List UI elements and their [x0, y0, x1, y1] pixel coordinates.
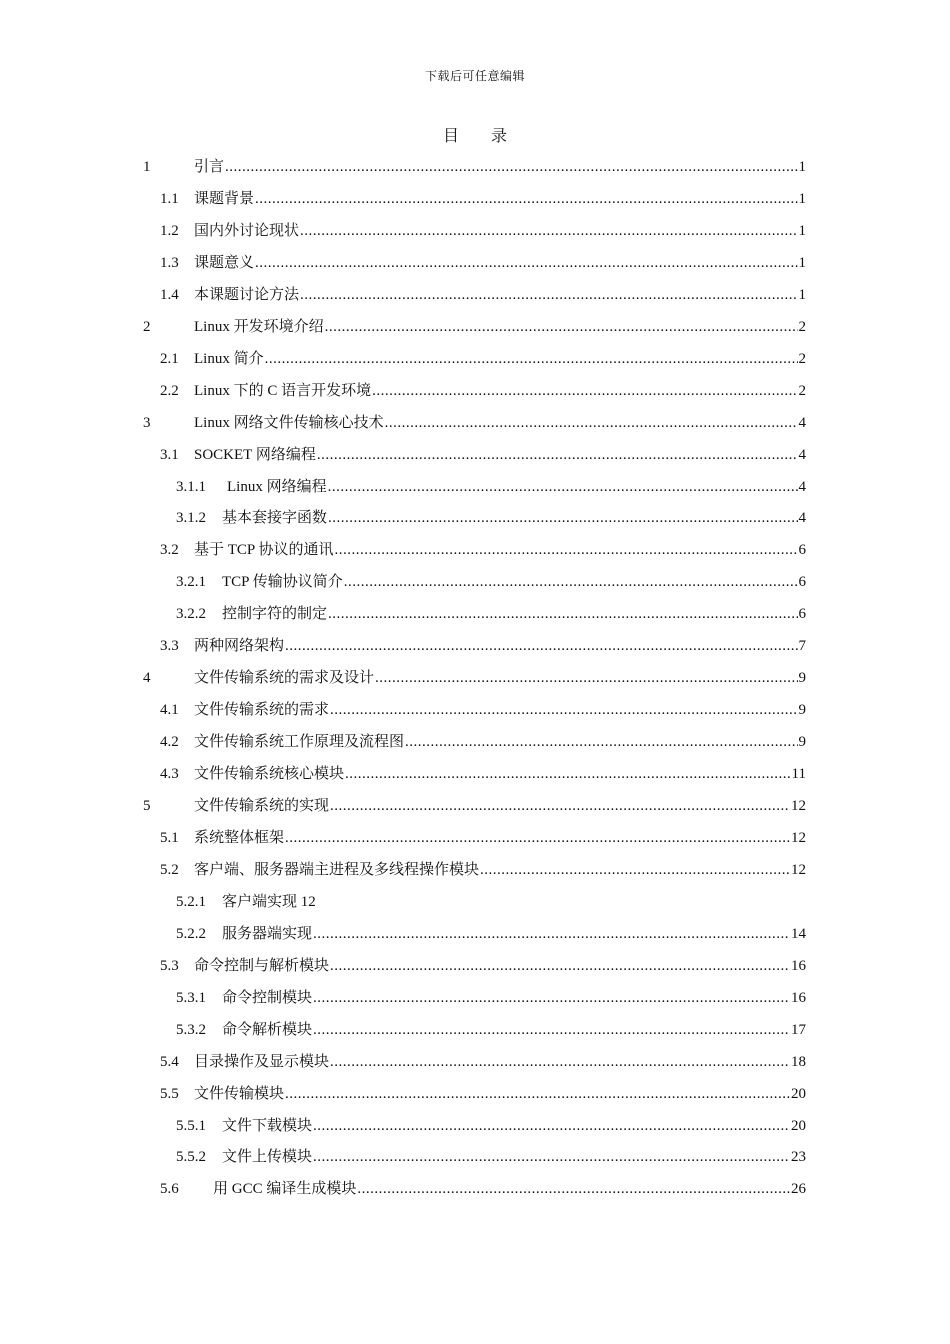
- toc-entry[interactable]: [0, 822, 950, 854]
- toc-entry-page: 16: [791, 957, 806, 974]
- toc-entry[interactable]: [0, 694, 950, 726]
- toc-entry-line: [194, 311, 806, 343]
- toc-entry-text: Linux 简介: [194, 350, 264, 367]
- dot-leader: [255, 247, 797, 279]
- toc-entry-page: 23: [791, 1149, 806, 1166]
- dot-leader: [300, 279, 797, 311]
- toc-entry-line: [222, 918, 806, 950]
- toc-entry-text: 文件传输系统的实现: [194, 798, 330, 814]
- dot-leader: [285, 630, 797, 662]
- toc-entry-page: 2: [798, 318, 806, 335]
- toc-entry-text: Linux 网络编程: [227, 478, 327, 495]
- toc-entry-line: [194, 662, 806, 694]
- toc-entry-page: 1: [798, 254, 806, 271]
- toc-entry-page: 9: [798, 670, 806, 687]
- toc-entry-number: 5.1: [160, 829, 179, 846]
- toc-entry-page: 4: [798, 446, 806, 463]
- toc-entry[interactable]: [0, 502, 950, 534]
- toc-entry[interactable]: [0, 726, 950, 758]
- toc-entry[interactable]: [0, 566, 950, 598]
- dot-leader: [313, 1141, 790, 1173]
- dot-leader: [372, 375, 797, 407]
- dot-leader: [313, 1014, 790, 1046]
- toc-entry-number: 3.1: [160, 446, 179, 463]
- toc-entry-text: SOCKET 网络编程: [194, 446, 316, 463]
- toc-entry-number: 3.2.1: [176, 574, 206, 591]
- toc-entry-text: 文件传输模块: [194, 1085, 285, 1102]
- dot-leader: [328, 502, 797, 534]
- toc-entry[interactable]: [0, 311, 950, 343]
- toc-entry-line: [194, 1046, 806, 1078]
- toc-entry-line: [194, 343, 806, 375]
- toc-entry[interactable]: [0, 1078, 950, 1110]
- toc-entry[interactable]: [0, 662, 950, 694]
- toc-entry-page: 2: [798, 382, 806, 399]
- toc-entry-page: 6: [798, 606, 806, 623]
- toc-entry-page: 12: [791, 829, 806, 846]
- toc-entry-number: 5.5: [160, 1085, 179, 1102]
- toc-entry-number: 4.2: [160, 734, 179, 751]
- toc-entry-page: 1: [798, 222, 806, 239]
- dot-leader: [334, 534, 797, 566]
- toc-entry-line: [227, 471, 806, 503]
- toc-entry-line: [194, 215, 806, 247]
- toc-entry-text: 命令控制模块: [222, 989, 313, 1006]
- toc-entry-line: [194, 630, 806, 662]
- toc-entry[interactable]: [0, 247, 950, 279]
- toc-entry-line: [222, 598, 806, 630]
- toc-entry-line: [194, 407, 806, 439]
- toc-entry-text: 课题意义: [194, 254, 255, 271]
- toc-entry[interactable]: [0, 1141, 950, 1173]
- toc-entry-page: 4: [798, 478, 806, 495]
- toc-entry-number: 5.3: [160, 957, 179, 974]
- toc-entry-line: [222, 502, 806, 534]
- toc-entry-line: [213, 1173, 806, 1205]
- toc-entry-number: 3.1.2: [176, 510, 206, 527]
- toc-entry-page: 11: [791, 766, 806, 783]
- dot-leader: [328, 598, 797, 630]
- toc-entry-page: 6: [798, 574, 806, 591]
- toc-entry[interactable]: [0, 183, 950, 215]
- toc-entry[interactable]: [0, 758, 950, 790]
- toc-entry-line: [194, 1078, 806, 1110]
- dot-leader: [375, 662, 797, 694]
- toc-entry-text: 引言: [194, 159, 225, 175]
- toc-entry-text: 文件传输系统工作原理及流程图: [194, 734, 405, 751]
- toc-entry-number: 5.2.2: [176, 925, 206, 942]
- dot-leader: [405, 726, 797, 758]
- dot-leader: [313, 1110, 790, 1142]
- toc-entry-number: 5: [143, 798, 151, 814]
- toc-entry-page: 9: [798, 734, 806, 751]
- toc-entry-number: 1.2: [160, 222, 179, 239]
- dot-leader: [255, 183, 797, 215]
- toc-entry-line: [194, 375, 806, 407]
- toc-entry-line: [194, 151, 806, 183]
- toc-entry[interactable]: [0, 439, 950, 471]
- toc-entry[interactable]: [0, 407, 950, 439]
- toc-entry-number: 5.6: [160, 1181, 179, 1198]
- toc-entry-page: 16: [791, 989, 806, 1006]
- toc-entry-number: 4.3: [160, 766, 179, 783]
- toc-entry[interactable]: [0, 1110, 950, 1142]
- toc-entry-text: 课题背景: [194, 190, 255, 207]
- dot-leader: [330, 790, 790, 822]
- dot-leader: [225, 151, 797, 183]
- toc-entry-number: 3.2.2: [176, 606, 206, 623]
- toc-entry-text: 基于 TCP 协议的通讯: [194, 542, 334, 559]
- toc-entry-number: 3.2: [160, 542, 179, 559]
- dot-leader: [265, 343, 798, 375]
- toc-entry-text: 本课题讨论方法: [194, 286, 300, 303]
- toc-entry[interactable]: [0, 854, 950, 886]
- dot-leader: [480, 854, 790, 886]
- toc-entry[interactable]: [0, 343, 950, 375]
- dot-leader: [330, 694, 797, 726]
- toc-entry-page: 1: [798, 190, 806, 207]
- toc-entry-number: 2.1: [160, 350, 179, 367]
- toc-entry-text: 国内外讨论现状: [194, 222, 300, 239]
- toc-title: 目 录: [442, 128, 521, 145]
- toc-entry-page: 20: [791, 1085, 806, 1102]
- dot-leader: [313, 918, 790, 950]
- dot-leader: [325, 311, 798, 343]
- toc-entry-line: [222, 1141, 806, 1173]
- toc-entry-line: [222, 982, 806, 1014]
- dot-leader: [357, 1173, 790, 1205]
- dot-leader: [330, 1046, 790, 1078]
- toc-entry-line: [194, 790, 806, 822]
- toc-entry-number: 5.3.2: [176, 1021, 206, 1038]
- toc-entry-page: 20: [791, 1117, 806, 1134]
- toc-entry[interactable]: [0, 598, 950, 630]
- toc-entry-text: Linux 下的 C 语言开发环境: [194, 382, 372, 399]
- toc-entry-text: 客户端实现 12: [222, 893, 316, 910]
- toc-entry-text: 目录操作及显示模块: [194, 1053, 330, 1070]
- dot-leader: [330, 950, 790, 982]
- toc-entry[interactable]: [0, 886, 950, 918]
- toc-entry[interactable]: [0, 790, 950, 822]
- toc-entry[interactable]: [0, 151, 950, 183]
- toc-entry[interactable]: [0, 630, 950, 662]
- toc-entry-line: [194, 534, 806, 566]
- toc-entry-text: 文件传输系统核心模块: [194, 766, 345, 783]
- toc-entry-page: 26: [791, 1181, 806, 1198]
- toc-entry-text: 文件传输系统的需求: [194, 702, 330, 719]
- toc-entry-text: 系统整体框架: [194, 829, 285, 846]
- toc-entry-line: [194, 758, 806, 790]
- toc-entry-line: [194, 950, 806, 982]
- toc-entry[interactable]: [0, 1014, 950, 1046]
- toc-entry[interactable]: [0, 471, 950, 503]
- toc-entry-page: 18: [791, 1053, 806, 1070]
- toc-entry-number: 2: [143, 318, 151, 335]
- dot-leader: [317, 439, 798, 471]
- toc-entry-line: [194, 822, 806, 854]
- dot-leader: [328, 471, 798, 503]
- toc-entry-number: 3.3: [160, 638, 179, 655]
- toc-entry-line: [194, 726, 806, 758]
- dot-leader: [344, 566, 798, 598]
- toc-entry-number: 5.2: [160, 861, 179, 878]
- toc-entry-number: 3.1.1: [176, 478, 206, 495]
- toc-entry-text: 客户端、服务器端主进程及多线程操作模块: [194, 861, 480, 878]
- toc-entry-line: [194, 694, 806, 726]
- toc-entry[interactable]: [0, 279, 950, 311]
- toc-entry[interactable]: [0, 1046, 950, 1078]
- toc-entry-text: Linux 网络文件传输核心技术: [194, 414, 384, 431]
- toc-entry-page: 9: [798, 702, 806, 719]
- toc-entry[interactable]: [0, 215, 950, 247]
- toc-entry-line: [222, 1110, 806, 1142]
- toc-entry-text: 文件上传模块: [222, 1149, 313, 1166]
- dot-leader: [385, 407, 798, 439]
- dot-leader: [300, 215, 797, 247]
- toc-entry-line: [222, 566, 806, 598]
- toc-entry-number: 2.2: [160, 382, 179, 399]
- toc-entry-number: 1: [143, 159, 151, 175]
- toc-entry-page: 4: [798, 414, 806, 431]
- toc-entry[interactable]: [0, 982, 950, 1014]
- toc-entry-number: 1.1: [160, 190, 179, 207]
- toc-entry-number: 5.2.1: [176, 893, 206, 910]
- toc-entry-page: 1: [798, 159, 806, 175]
- page-header: 下载后可任意编辑: [424, 69, 525, 83]
- toc-entry[interactable]: [0, 375, 950, 407]
- toc-entry[interactable]: [0, 918, 950, 950]
- toc-entry-text: 命令解析模块: [222, 1021, 313, 1038]
- toc-entry-text: 用 GCC 编译生成模块: [213, 1181, 357, 1198]
- dot-leader: [345, 758, 791, 790]
- toc-entry[interactable]: [0, 950, 950, 982]
- toc-entry-line: [222, 1014, 806, 1046]
- toc-entry-number: 1.3: [160, 254, 179, 271]
- toc-entry-page: 7: [798, 638, 806, 655]
- toc-entry-number: 4: [143, 670, 151, 687]
- toc-entry-page: 2: [798, 350, 806, 367]
- toc-entry-number: 5.5.2: [176, 1149, 206, 1166]
- toc-entry-number: 5.4: [160, 1053, 179, 1070]
- toc-entry-page: 4: [798, 510, 806, 527]
- toc-entry-text: 文件下载模块: [222, 1117, 313, 1134]
- toc-entry[interactable]: [0, 1173, 950, 1205]
- toc-entry-page: 6: [798, 542, 806, 559]
- toc-entry-page: 12: [791, 798, 806, 814]
- dot-leader: [285, 1078, 790, 1110]
- toc-entry-page: 12: [791, 861, 806, 878]
- toc-entry-number: 5.5.1: [176, 1117, 206, 1134]
- dot-leader: [313, 982, 790, 1014]
- toc-entry-number: 3: [143, 414, 151, 431]
- toc-entry[interactable]: [0, 534, 950, 566]
- toc-entry-text: TCP 传输协议简介: [222, 574, 343, 591]
- toc-entry-text: 控制字符的制定: [222, 606, 328, 623]
- toc-entry-line: [194, 854, 806, 886]
- toc-entry-page: 14: [791, 925, 806, 942]
- toc-entry-text: 命令控制与解析模块: [194, 957, 330, 974]
- toc-entry-number: 4.1: [160, 702, 179, 719]
- toc-entry-text: 服务器端实现: [222, 925, 313, 942]
- dot-leader: [285, 822, 790, 854]
- toc-entry-page: 17: [791, 1021, 806, 1038]
- toc-entry-text: 两种网络架构: [194, 638, 285, 655]
- toc-entry-text: 文件传输系统的需求及设计: [194, 670, 375, 687]
- toc-entry-line: [194, 439, 806, 471]
- toc-entry-number: 1.4: [160, 286, 179, 303]
- toc-entry-page: 1: [798, 286, 806, 303]
- toc-entry-line: [194, 279, 806, 311]
- toc-entry-text: Linux 开发环境介绍: [194, 318, 324, 335]
- toc-entry-line: [194, 183, 806, 215]
- toc-entry-text: 基本套接字函数: [222, 510, 328, 527]
- toc-entry-number: 5.3.1: [176, 989, 206, 1006]
- toc-entry-line: [194, 247, 806, 279]
